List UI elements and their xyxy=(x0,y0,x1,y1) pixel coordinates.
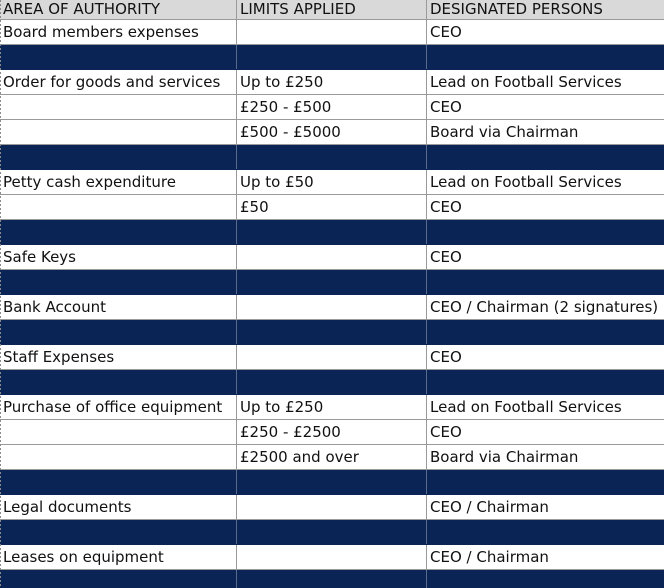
separator-row xyxy=(0,570,664,588)
cell-limit xyxy=(237,345,427,369)
cell-person: CEO xyxy=(430,348,462,366)
cell-area xyxy=(0,470,237,494)
cell-person xyxy=(427,145,664,169)
table-row xyxy=(0,20,664,45)
cell-limit xyxy=(237,295,427,319)
table-row xyxy=(0,345,664,370)
cell-area: Bank Account xyxy=(0,295,237,319)
cell-person: Board via Chairman xyxy=(430,448,579,466)
cell-area xyxy=(0,520,237,544)
cell-area: Staff Expenses xyxy=(0,345,237,369)
cell-limit: Up to £250 xyxy=(237,70,427,94)
header-area-of-authority: AREA OF AUTHORITY xyxy=(0,0,237,19)
separator-row xyxy=(0,45,664,70)
cell-area xyxy=(0,195,237,219)
cell-limit: £50 xyxy=(237,195,427,219)
separator-row xyxy=(0,470,664,495)
table-row xyxy=(0,495,664,520)
cell-person: CEO xyxy=(430,248,462,266)
cell-limit xyxy=(237,495,427,519)
cell-person xyxy=(427,270,664,294)
cell-person xyxy=(427,470,664,494)
table-row xyxy=(0,95,664,120)
cell-person xyxy=(427,220,664,244)
separator-row xyxy=(0,320,664,345)
cell-person: CEO xyxy=(430,98,462,116)
separator-row xyxy=(0,220,664,245)
cell-person: CEO / Chairman xyxy=(430,548,549,566)
cell-area: Board members expenses xyxy=(0,20,237,44)
table-row xyxy=(0,445,664,470)
table-header-row xyxy=(0,0,664,20)
cell-limit xyxy=(237,145,427,169)
cell-area: Safe Keys xyxy=(0,245,237,269)
header-limits-applied: LIMITS APPLIED xyxy=(237,0,427,19)
table-row xyxy=(0,120,664,145)
cell-limit: £250 - £500 xyxy=(237,95,427,119)
cell-person xyxy=(427,45,664,69)
cell-limit: £500 - £5000 xyxy=(237,120,427,144)
table-row xyxy=(0,395,664,420)
cell-person: Lead on Football Services xyxy=(430,73,622,91)
cell-person: CEO xyxy=(430,423,462,441)
header-designated-persons: DESIGNATED PERSONS xyxy=(430,0,603,18)
cell-area: Leases on equipment xyxy=(0,545,237,569)
cell-person: Lead on Football Services xyxy=(430,398,622,416)
table-row xyxy=(0,420,664,445)
cell-limit xyxy=(237,270,427,294)
table-row xyxy=(0,545,664,570)
cell-person: CEO xyxy=(430,198,462,216)
cell-area: Legal documents xyxy=(0,495,237,519)
cell-limit xyxy=(237,520,427,544)
cell-person: CEO / Chairman (2 signatures) xyxy=(430,298,659,316)
cell-area xyxy=(0,95,237,119)
table-row xyxy=(0,195,664,220)
table-row xyxy=(0,170,664,195)
cell-limit: Up to £50 xyxy=(237,170,427,194)
cell-area: Purchase of office equipment xyxy=(0,395,237,419)
cell-area xyxy=(0,45,237,69)
table-row xyxy=(0,245,664,270)
cell-limit xyxy=(237,320,427,344)
cell-limit xyxy=(237,220,427,244)
cell-area xyxy=(0,120,237,144)
cell-limit xyxy=(237,545,427,569)
sheet-left-edge xyxy=(0,0,1,588)
cell-limit xyxy=(237,45,427,69)
cell-person: CEO / Chairman xyxy=(430,498,549,516)
separator-row xyxy=(0,370,664,395)
cell-person xyxy=(427,370,664,394)
cell-area xyxy=(0,220,237,244)
cell-area xyxy=(0,570,237,588)
separator-row xyxy=(0,145,664,170)
cell-person: Board via Chairman xyxy=(430,123,579,141)
cell-area: Petty cash expenditure xyxy=(0,170,237,194)
cell-area xyxy=(0,145,237,169)
cell-area xyxy=(0,445,237,469)
cell-limit: Up to £250 xyxy=(237,395,427,419)
cell-person xyxy=(427,570,664,588)
cell-area xyxy=(0,420,237,444)
cell-person xyxy=(427,520,664,544)
separator-row xyxy=(0,520,664,545)
cell-area xyxy=(0,370,237,394)
cell-area xyxy=(0,320,237,344)
cell-limit xyxy=(237,470,427,494)
table-row xyxy=(0,295,664,320)
cell-limit: £2500 and over xyxy=(237,445,427,469)
cell-person: CEO xyxy=(430,23,462,41)
cell-limit xyxy=(237,20,427,44)
table-row xyxy=(0,70,664,95)
cell-person xyxy=(427,320,664,344)
cell-limit xyxy=(237,570,427,588)
cell-area: Order for goods and services xyxy=(0,70,237,94)
cell-limit xyxy=(237,245,427,269)
separator-row xyxy=(0,270,664,295)
cell-limit: £250 - £2500 xyxy=(237,420,427,444)
cell-limit xyxy=(237,370,427,394)
cell-area xyxy=(0,270,237,294)
cell-person: Lead on Football Services xyxy=(430,173,622,191)
